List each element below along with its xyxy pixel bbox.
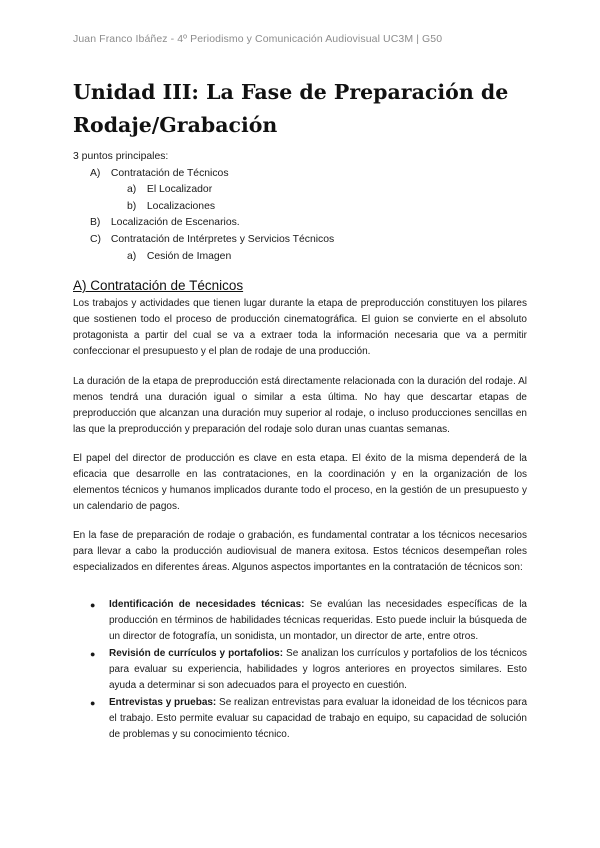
- bullet-icon: ●: [90, 698, 96, 709]
- document-body: [73, 149, 527, 744]
- toc-marker: A): [90, 167, 101, 179]
- toc-marker: B): [90, 217, 101, 229]
- bullet-list: [73, 597, 527, 744]
- toc-marker: b): [127, 200, 137, 212]
- bullet-text: Se realizan entrevistas para evaluar la idoneidad de los técnicos para el trabajo. Esto permite evaluar su capacidad de trabajo en equipo, su capacidad de solución de problemas y su conocimiento técnico.: [109, 697, 528, 741]
- page-title: Unidad III: La Fase de Preparación de Rodaje/Grabación: [73, 80, 509, 137]
- bullet-text: Se evalúan las necesidades específicas de la producción en términos de habilidades técnicas requeridas. Esto puede incluir la búsqueda de un director de fotografía, un sonidista, un montador, un director de arte, entre otros.: [109, 598, 527, 642]
- toc-marker: C): [90, 233, 101, 245]
- toc-list: [73, 166, 527, 266]
- toc-item: [73, 166, 527, 183]
- toc-item: [73, 182, 527, 199]
- bullet-term: Identificación de necesidades técnicas:: [109, 598, 305, 610]
- page-header: Juan Franco Ibáñez - 4º Periodismo y Comunicación Audiovisual UC3M | G50: [73, 33, 443, 45]
- paragraph: Los trabajos y actividades que tienen lugar durante la etapa de preproducción constituyen los pilares que sostienen todo el proceso de producción cinematográfica. El guion se convierte en el absoluto protagonista a partir del cual se va a extraer toda la información necesaria que va a permitir confeccionar el presupuesto y el plan de rodaje de una producción.: [73, 298, 527, 358]
- toc-item: [73, 199, 527, 216]
- paragraph: En la fase de preparación de rodaje o grabación, es fundamental contratar a los técnicos necesarios para llevar a cabo la producción audiovisual de manera exitosa. Estos técnicos desempeñan roles especializados en diferentes áreas. Algunos aspectos importantes en la contratación de técnicos son:: [73, 530, 527, 574]
- toc-item: [73, 232, 527, 249]
- bullet-term: Revisión de currículos y portafolios:: [109, 647, 284, 659]
- toc-marker: a): [127, 184, 137, 196]
- bullet-item: [73, 646, 527, 694]
- toc-item-text: Cesión de Imagen: [146, 250, 232, 262]
- toc-item: [73, 249, 527, 266]
- section-heading: A) Contratación de Técnicos: [73, 278, 244, 294]
- toc-item-text: Localización de Escenarios.: [110, 217, 240, 229]
- toc-intro: 3 puntos principales:: [73, 151, 169, 162]
- bullet-icon: ●: [90, 648, 96, 659]
- toc-item-text: Contratación de Técnicos: [110, 167, 229, 179]
- bullet-item: [73, 695, 527, 743]
- toc-item-text: Contratación de Intérpretes y Servicios Técnicos: [110, 233, 335, 245]
- paragraph: La duración de la etapa de preproducción está directamente relacionada con la duración del rodaje. Al menos tendrá una duración igual o similar a esta última. No hay que descartar etapas de preproducción que alcanzan una duración muy superior al rodaje, o incluso producciones sencillas en las que la preproducción y preparación del rodaje solo duran unas cuantas semanas.: [73, 375, 527, 435]
- toc-item: [73, 215, 527, 232]
- bullet-term: Entrevistas y pruebas:: [109, 697, 217, 709]
- paragraph: El papel del director de producción es clave en esta etapa. El éxito de la misma dependerá de la eficacia que desarrolle en las contrataciones, en la coordinación y en la organización de los elementos técnicos y humanos implicados durante todo el proceso, en la gestión de un presupuesto y un calendario de pagos.: [73, 452, 527, 513]
- bullet-item: [73, 597, 527, 645]
- bullet-icon: ●: [90, 599, 96, 610]
- toc-marker: a): [127, 250, 137, 262]
- toc-item-text: El Localizador: [146, 184, 213, 196]
- toc-item-text: Localizaciones: [146, 200, 216, 212]
- bullet-text: Se analizan los currículos y portafolios de los técnicos para evaluar su experiencia, habilidades y logros anteriores en proyectos similares. Esto ayuda a determinar si son adecuados para el proyecto en cuestión.: [109, 647, 528, 692]
